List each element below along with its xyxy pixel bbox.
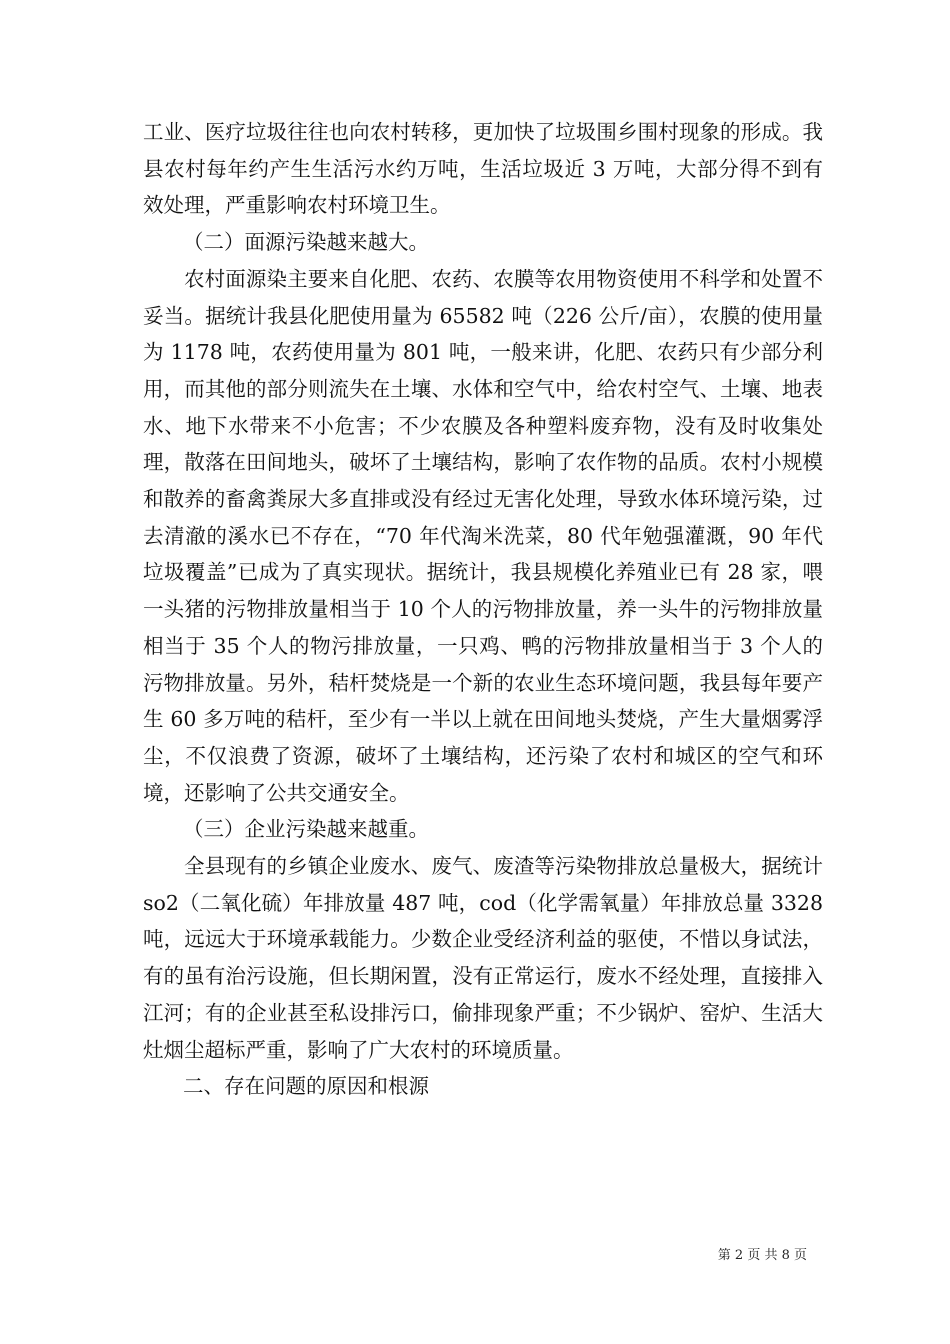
page-number: 第 2 页 共 8 页 (717, 1248, 807, 1263)
paragraph-nonpoint-pollution: 农村面源染主要来自化肥、农药、农膜等农用物资使用不科学和处置不妥当。据统计我县化肥使用量为 65582 吨（226 公斤/亩），农膜的使用量为 1178 吨，农药使用量为 801 吨，一般来讲，化肥、农药只有少部分利用，而其他的部分则流失在土壤、水体和空气中，给农村空气、土壤、地表水、地下水带来不小危害；不少农膜及各种塑料废弃物，没有及时收集处理，散落在田间地头，破坏了土壤结构，影响了农作物的品质。农村小规模和散养的畜禽粪尿大多直排或没有经过无害化处理，导致水体环境污染，过去清澈的溪水已不存在，“70 年代淘米洗菜，80 代年勉强灌溉，90 年代垃圾覆盖”已成为了真实现状。据统计，我县规模化养殖业已有 28 家，喂一头猪的污物排放量相当于 10 个人的污物排放量，养一头牛的污物排放量相当于 35 个人的物污排放量，一只鸡、鸭的污物排放量相当于 3 个人的污物排放量。另外，秸杆焚烧是一个新的农业生态环境问题，我县每年要产生 60 多万吨的秸杆，至少有一半以上就在田间地头焚烧，产生大量烟雾浮尘，不仅浪费了资源，破坏了土壤结构，还污染了农村和城区的空气和环境，还影响了公共交通安全。 (143, 266, 823, 805)
paragraph-continuation: 工业、医疗垃圾往往也向农村转移，更加快了垃圾围乡围村现象的形成。我县农村每年约产生生活污水约万吨，生活垃圾近 3 万吨，大部分得不到有效处理，严重影响农村环境卫生。 (143, 120, 823, 218)
document-body (143, 114, 823, 1105)
paragraph-enterprise-pollution: 全县现有的乡镇企业废水、废气、废渣等污染物排放总量极大，据统计 so2（二氧化硫）年排放量 487 吨，cod（化学需氧量）年排放总量 3328 吨，远远大于环境承载能力。少数企业受经济利益的驱使，不惜以身试法，有的虽有治污设施，但长期闲置，没有正常运行，废水不经处理，直接排入江河；有的企业甚至私设排污口，偷排现象严重；不少锅炉、窑炉、生活大灶烟尘超标严重，影响了广大农村的环境质量。 (143, 854, 823, 1062)
section-heading-causes: 二、存在问题的原因和根源 (183, 1074, 429, 1099)
section-heading-2: （二）面源污染越来越大。 (183, 230, 429, 255)
section-heading-3: （三）企业污染越来越重。 (183, 817, 429, 842)
